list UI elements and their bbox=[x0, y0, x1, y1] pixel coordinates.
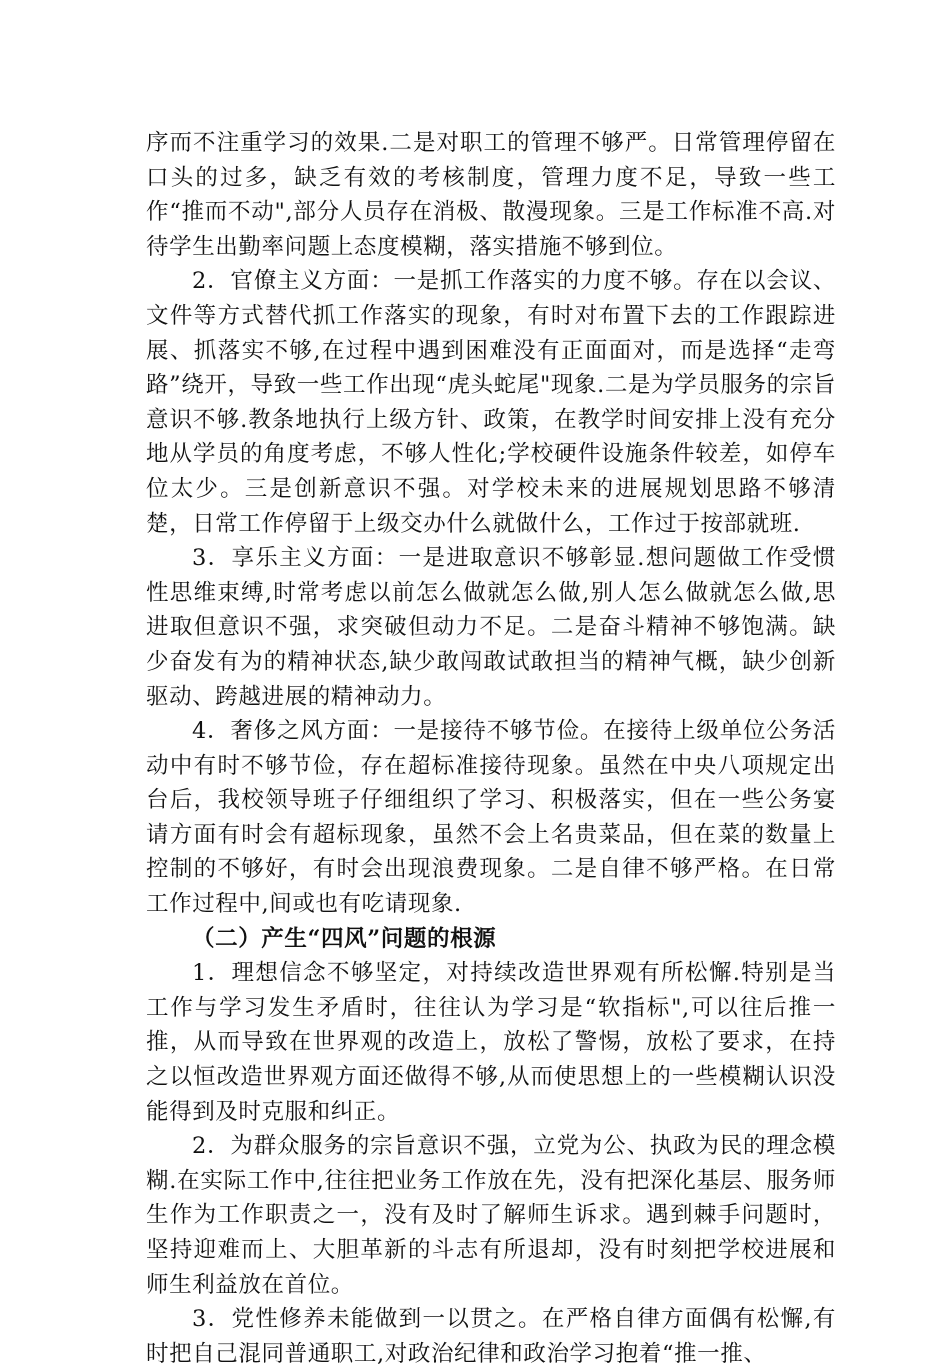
paragraph-ideals-beliefs: 1．理想信念不够坚定，对持续改造世界观有所松懈.特别是当工作与学习发生矛盾时，往往认为学习是“软指标",可以往后推一推，从而导致在世界观的改造上，放松了警惕，放松了要求，在持之以恒改造世界观方面还做得不够,从而使思想上的一些模糊认识没能得到及时克服和纠正。 bbox=[146, 960, 836, 1125]
paragraph-bureaucratism: 2．官僚主义方面：一是抓工作落实的力度不够。存在以会议、文件等方式替代抓工作落实的现象，有时对布置下去的工作跟踪进展、抓落实不够,在过程中遇到困难没有正面面对，而是选择“走弯路”绕开，导致一些工作出现“虎头蛇尾"现象.二是为学员服务的宗旨意识不够.教条地执行上级方针、政策，在教学时间安排上没有充分地从学员的角度考虑，不够人性化;学校硬件设施条件较差，如停车位太少。三是创新意识不强。对学校未来的进展规划思路不够清楚，日常工作停留于上级交办什么就做什么，工作过于按部就班. bbox=[146, 268, 836, 537]
paragraph-hedonism: 3．享乐主义方面：一是进取意识不够彰显.想问题做工作受惯性思维束缚,时常考虑以前怎么做就怎么做,别人怎么做就怎么做,思进取但意识不强，求突破但动力不足。二是奋斗精神不够饱满。缺少奋发有为的精神状态,缺少敢闯敢试敢担当的精神气概，缺少创新驱动、跨越进展的精神动力。 bbox=[146, 545, 836, 710]
paragraph-extravagance: 4．奢侈之风方面：一是接待不够节俭。在接待上级单位公务活动中有时不够节俭，存在超标准接待现象。虽然在中央八项规定出台后，我校领导班子仔细组织了学习、积极落实，但在一些公务宴请方面有时会有超标现象，虽然不会上名贵菜品，但在菜的数量上控制的不够好，有时会出现浪费现象。二是自律不够严格。在日常工作过程中,间或也有吃请现象. bbox=[146, 718, 836, 918]
paragraph-continuation: 序而不注重学习的效果.二是对职工的管理不够严。日常管理停留在口头的过多，缺乏有效的考核制度，管理力度不足，导致一些工作“推而不动",部分人员存在消极、散漫现象。三是工作标准不高.对待学生出勤率问题上态度模糊，落实措施不够到位。 bbox=[146, 130, 836, 260]
section-heading-root-causes: （二）产生“四风”问题的根源 bbox=[192, 925, 497, 952]
paragraph-party-cultivation: 3．党性修养未能做到一以贯之。在严格自律方面偶有松懈,有时把自己混同普通职工,对政治纪律和政治学习抱着“推一推、 bbox=[146, 1306, 836, 1367]
document-body bbox=[146, 126, 836, 1371]
paragraph-service-awareness: 2．为群众服务的宗旨意识不强，立党为公、执政为民的理念模糊.在实际工作中,往往把业务工作放在先，没有把深化基层、服务师生作为工作职责之一，没有及时了解师生诉求。遇到棘手问题时，坚持迎难而上、大胆革新的斗志有所退却，没有时刻把学校进展和师生利益放在首位。 bbox=[146, 1133, 836, 1298]
